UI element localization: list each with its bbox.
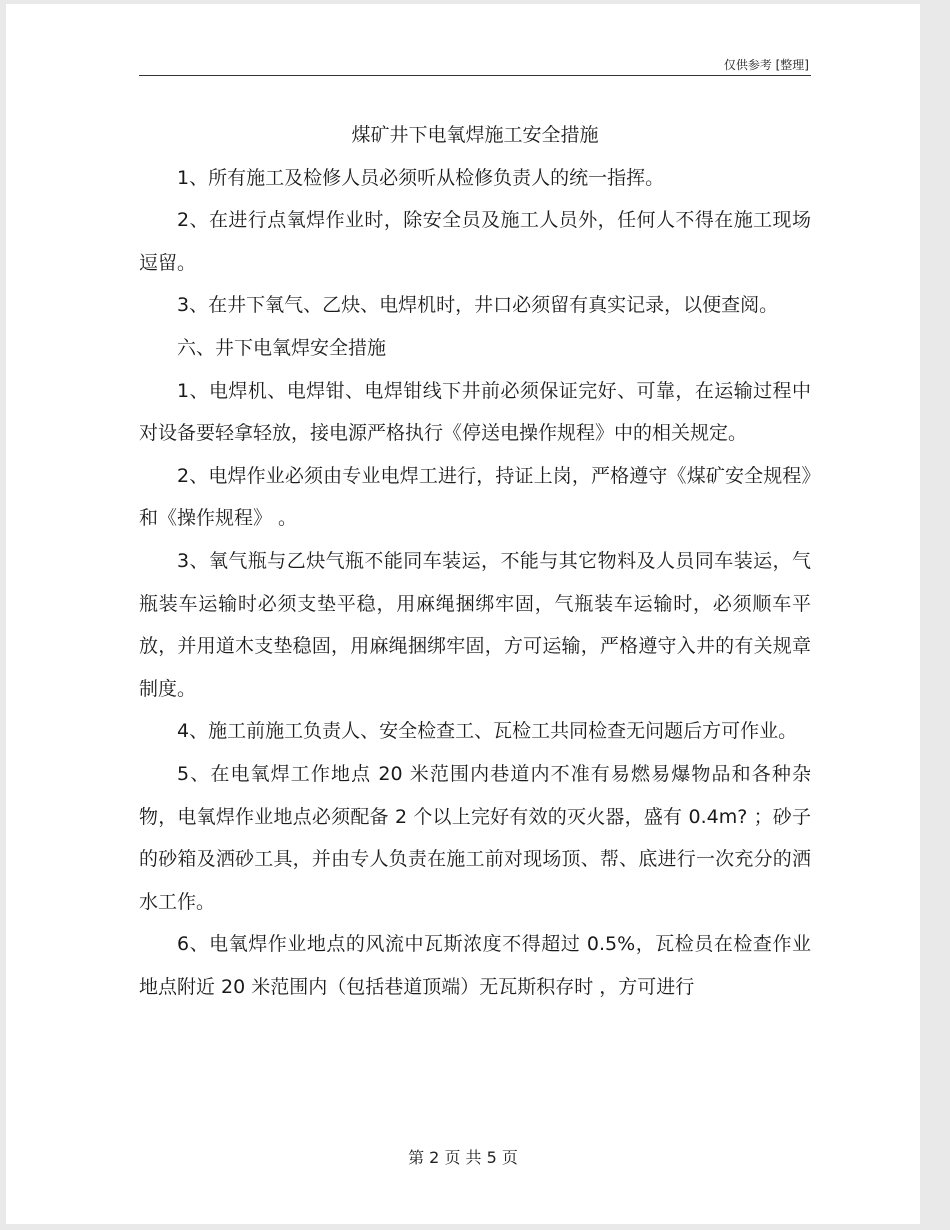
paragraph: 2、电焊作业必须由专业电焊工进行，持证上岗，严格遵守《煤矿安全规程》和《操作规程》 。	[139, 464, 811, 530]
paragraph: 5、在电氧焊工作地点 20 米范围内巷道内不准有易燃易爆物品和各种杂物，电氧焊作业地点必须配备 2 个以上完好有效的灭火器，盛有 0.4m? ；砂子的砂箱及洒砂工具，并由专人负责在施工前对现场顶、帮、底进行一次充分的洒水工作。	[139, 762, 811, 913]
paragraph: 3、在井下氧气、乙炔、电焊机时，井口必须留有真实记录，以便查阅。	[177, 294, 779, 317]
paragraph: 1、所有施工及检修人员必须听从检修负责人的统一指挥。	[177, 166, 665, 189]
paragraph: 1、电焊机、电焊钳、电焊钳线下井前必须保证完好、可靠，在运输过程中对设备要轻拿轻放，接电源严格执行《停送电操作规程》中的相关规定。	[139, 379, 811, 445]
paragraph: 3、氧气瓶与乙炔气瓶不能同车装运，不能与其它物料及人员同车装运，气瓶装车运输时必须支垫平稳，用麻绳捆绑牢固，气瓶装车运输时，必须顺车平放，并用道木支垫稳固，用麻绳捆绑牢固，方可运输，严格遵守入井的有关规章制度。	[139, 549, 811, 700]
paragraph: 4、施工前施工负责人、安全检查工、瓦检工共同检查无问题后方可作业。	[177, 720, 798, 743]
document-title: 煤矿井下电氧焊施工安全措施	[351, 124, 599, 146]
document-page	[6, 4, 920, 1224]
paragraph: 2、在进行点氧焊作业时，除安全员及施工人员外，任何人不得在施工现场逗留。	[139, 209, 811, 274]
section-heading: 六、井下电氧焊安全措施	[177, 336, 387, 359]
paragraph: 6、电氧焊作业地点的风流中瓦斯浓度不得超过 0.5%，瓦检员在检查作业地点附近 20 米范围内（包括巷道顶端）无瓦斯积存时 ，方可进行	[139, 933, 811, 998]
page-footer: 第 2 页 共 5 页	[408, 1148, 518, 1167]
header-rule	[139, 75, 811, 76]
header-note: 仅供参考 [整理]	[723, 58, 809, 72]
document-body	[139, 114, 811, 1008]
